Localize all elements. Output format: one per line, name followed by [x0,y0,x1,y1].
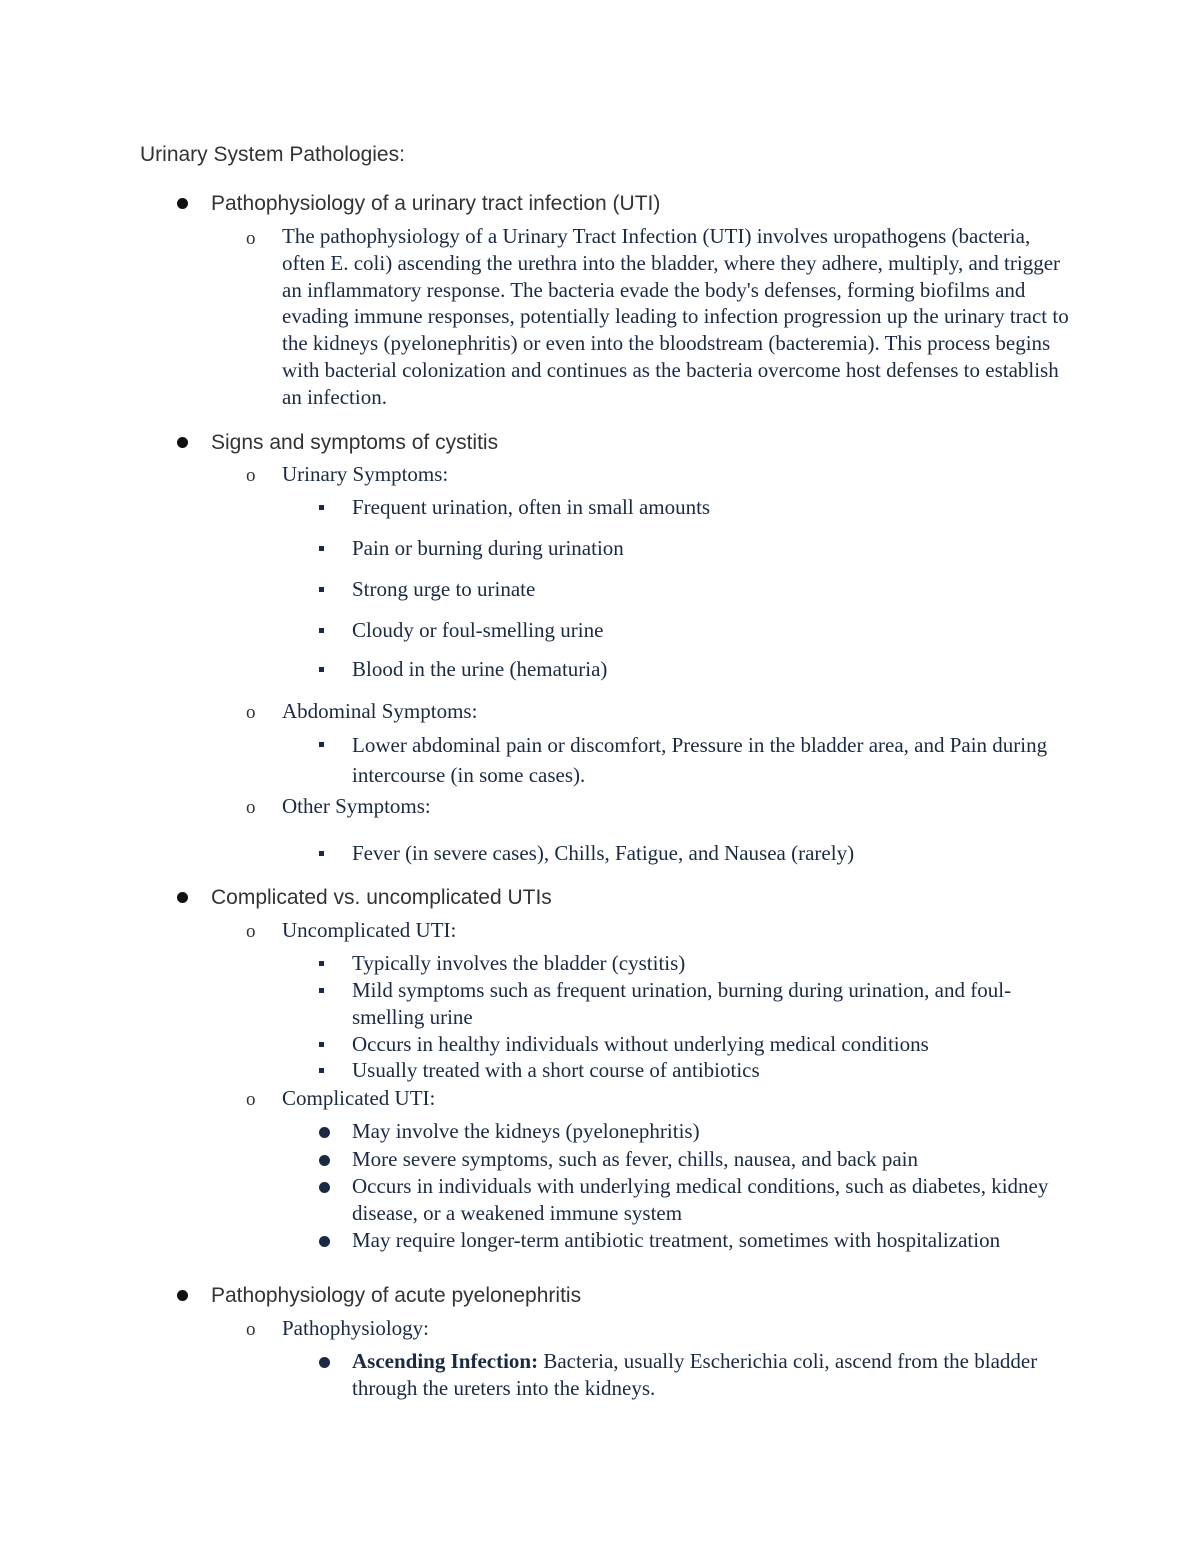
square-bullet [319,505,324,510]
bullet-dot [319,1182,330,1193]
section-heading-cystitis-symptoms: Signs and symptoms of cystitis [211,431,499,454]
group-label-urinary-symptoms: Urinary Symptoms: [282,462,449,486]
list-item-text: Bacteria, usually Escherichia coli, ascend from the bladder through the ureters into the kidneys. [352,1349,1038,1400]
list-item: Frequent urination, often in small amounts [352,495,711,519]
square-bullet [319,961,324,966]
sub-bullet-marker: o [246,1319,256,1340]
bullet-dot [319,1127,330,1138]
list-item-lead: Ascending Infection: [352,1349,539,1373]
sub-bullet-marker: o [246,228,256,249]
list-item: Typically involves the bladder (cystitis) [352,951,686,975]
sub-bullet-marker: o [246,797,256,818]
square-bullet [319,1068,324,1073]
list-item [352,1348,1072,1402]
list-item: Blood in the urine (hematuria) [352,657,608,681]
list-item: May involve the kidneys (pyelonephritis) [352,1119,700,1143]
list-item: Strong urge to urinate [352,577,536,601]
bullet-dot [319,1155,330,1166]
square-bullet [319,546,324,551]
bullet-dot [177,198,188,209]
page-title: Urinary System Pathologies: [140,143,405,166]
group-label-abdominal-symptoms: Abdominal Symptoms: [282,699,478,723]
list-item: Occurs in healthy individuals without underlying medical conditions [352,1032,929,1056]
bullet-dot [319,1236,330,1247]
list-item: Lower abdominal pain or discomfort, Pressure in the bladder area, and Pain during intercourse (in some cases). [352,733,1048,787]
uti-pathophysiology-paragraph: The pathophysiology of a Urinary Tract Infection (UTI) involves uropathogens (bacteria, often E. coli) ascending the urethra into the bladder, where they adhere, multiply, and trigger an inflammatory response. The bacteria evade the body's defenses, forming biofilms and evading immune responses, potentially leading to infection progression up the urinary tract to the kidneys (pyelonephritis) or even into the bloodstream (bacteremia). This process begins with bacterial colonization and continues as the bacteria overcome host defenses to establish an infection. [282,224,1069,409]
list-item: Fever (in severe cases), Chills, Fatigue, and Nausea (rarely) [352,841,855,865]
square-bullet [319,851,324,856]
square-bullet [319,1042,324,1047]
group-label-other-symptoms: Other Symptoms: [282,794,431,818]
square-bullet [319,587,324,592]
square-bullet [319,742,324,747]
group-label-uncomplicated-uti: Uncomplicated UTI: [282,918,457,942]
sub-bullet-marker: o [246,702,256,723]
section-heading-complicated-vs-uncomplicated: Complicated vs. uncomplicated UTIs [211,886,552,909]
square-bullet [319,667,324,672]
list-item: May require longer-term antibiotic treatment, sometimes with hospitalization [352,1228,1001,1252]
bullet-dot [177,1290,188,1301]
sub-bullet-marker: o [246,465,256,486]
square-bullet [319,628,324,633]
list-item: Occurs in individuals with underlying medical conditions, such as diabetes, kidney disease, or a weakened immune system [352,1174,1049,1225]
sub-bullet-marker: o [246,1089,256,1110]
bullet-dot [177,892,188,903]
bullet-dot [177,437,188,448]
bullet-dot [319,1357,330,1368]
list-item: Usually treated with a short course of antibiotics [352,1058,760,1082]
list-item: Mild symptoms such as frequent urination, burning during urination, and foul-smelling urine [352,978,1012,1029]
section-heading-uti-pathophysiology: Pathophysiology of a urinary tract infection (UTI) [211,192,661,215]
group-label-complicated-uti: Complicated UTI: [282,1086,436,1110]
section-heading-acute-pyelonephritis: Pathophysiology of acute pyelonephritis [211,1284,582,1307]
list-item: Cloudy or foul-smelling urine [352,618,604,642]
square-bullet [319,988,324,993]
list-item: Pain or burning during urination [352,536,624,560]
list-item: More severe symptoms, such as fever, chills, nausea, and back pain [352,1147,918,1171]
group-label-pathophysiology: Pathophysiology: [282,1316,430,1340]
sub-bullet-marker: o [246,921,256,942]
